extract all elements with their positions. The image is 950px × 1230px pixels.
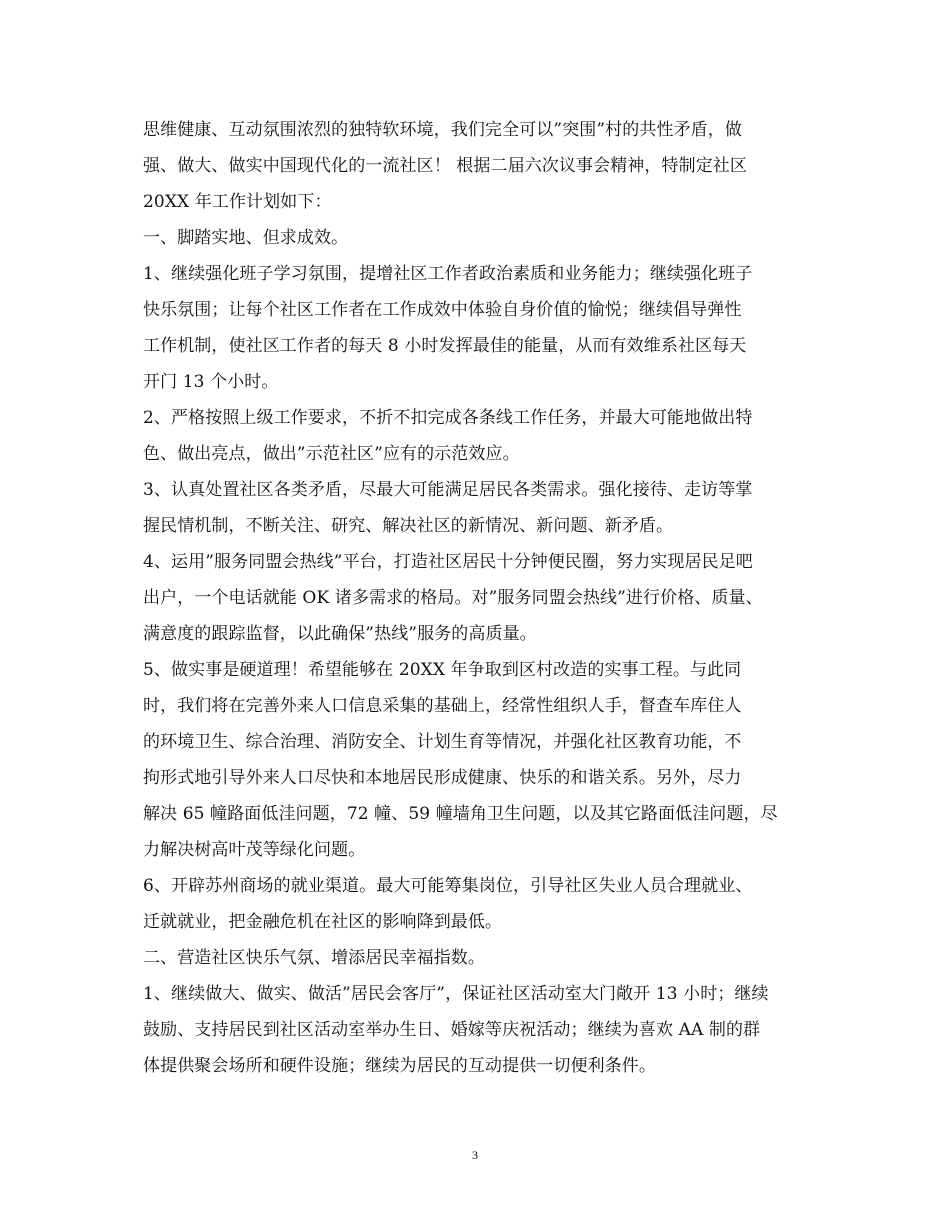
section-heading: 一、脚踏实地、但求成效。 bbox=[143, 228, 349, 248]
section-heading: 二、营造社区快乐气氛、增添居民幸福指数。 bbox=[143, 948, 485, 968]
text-line: 强、做大、做实中国现代化的一流社区！ 根据二届六次议事会精神，特制定社区 bbox=[143, 156, 748, 176]
text-line: 5、做实事是硬道理！希望能够在 20XX 年争取到区村改造的实事工程。与此同 bbox=[143, 660, 742, 680]
text-line: 2、严格按照上级工作要求，不折不扣完成各条线工作任务，并最大可能地做出特 bbox=[143, 408, 753, 428]
text-line: 握民情机制，不断关注、研究、解决社区的新情况、新问题、新矛盾。 bbox=[143, 516, 674, 536]
text-line: 开门 13 个小时。 bbox=[143, 372, 279, 392]
text-line: 满意度的跟踪监督，以此确保”热线”服务的高质量。 bbox=[143, 624, 537, 644]
text-line: 20XX 年工作计划如下： bbox=[143, 192, 332, 212]
text-line: 6、开辟苏州商场的就业渠道。最大可能筹集岗位，引导社区失业人员合理就业、 bbox=[143, 876, 753, 896]
text-line: 4、运用”服务同盟会热线”平台，打造社区居民十分钟便民圈，努力实现居民足吧 bbox=[143, 552, 753, 572]
page-number: 3 bbox=[472, 1148, 478, 1162]
text-line: 工作机制，使社区工作者的每天 8 小时发挥最佳的能量，从而有效维系社区每天 bbox=[143, 336, 747, 356]
text-line: 快乐氛围；让每个社区工作者在工作成效中体验自身价值的愉悦；继续倡导弹性 bbox=[143, 300, 742, 320]
text-line: 解决 65 幢路面低洼问题，72 幢、59 幢墙角卫生问题，以及其它路面低洼问题，尽 bbox=[143, 804, 778, 824]
text-line: 拘形式地引导外来人口尽快和本地居民形成健康、快乐的和谐关系。另外，尽力 bbox=[143, 768, 742, 788]
text-line: 思维健康、互动氛围浓烈的独特软环境，我们完全可以”突围”村的共性矛盾，做 bbox=[143, 120, 742, 140]
text-line: 的环境卫生、综合治理、消防安全、计划生育等情况，并强化社区教育功能，不 bbox=[143, 732, 742, 752]
text-line: 时，我们将在完善外来人口信息采集的基础上，经常性组织人手，督查车库住人 bbox=[143, 696, 742, 716]
text-line: 3、认真处置社区各类矛盾，尽最大可能满足居民各类需求。强化接待、走访等掌 bbox=[143, 480, 753, 500]
text-line: 1、继续强化班子学习氛围，提增社区工作者政治素质和业务能力；继续强化班子 bbox=[143, 264, 753, 284]
text-line: 出户，一个电话就能 OK 诸多需求的格局。对”服务同盟会热线”进行价格、质量、 bbox=[143, 588, 763, 608]
text-line: 体提供聚会场所和硬件设施；继续为居民的互动提供一切便利条件。 bbox=[143, 1056, 656, 1076]
text-line: 1、继续做大、做实、做活”居民会客厅”，保证社区活动室大门敞开 13 小时；继续 bbox=[143, 984, 769, 1004]
text-line: 迁就就业，把金融危机在社区的影响降到最低。 bbox=[143, 912, 503, 932]
text-line: 力解决树高叶茂等绿化问题。 bbox=[143, 840, 366, 860]
text-line: 鼓励、支持居民到社区活动室举办生日、婚嫁等庆祝活动；继续为喜欢 AA 制的群 bbox=[143, 1020, 761, 1040]
text-line: 色、做出亮点，做出”示范社区”应有的示范效应。 bbox=[143, 444, 520, 464]
